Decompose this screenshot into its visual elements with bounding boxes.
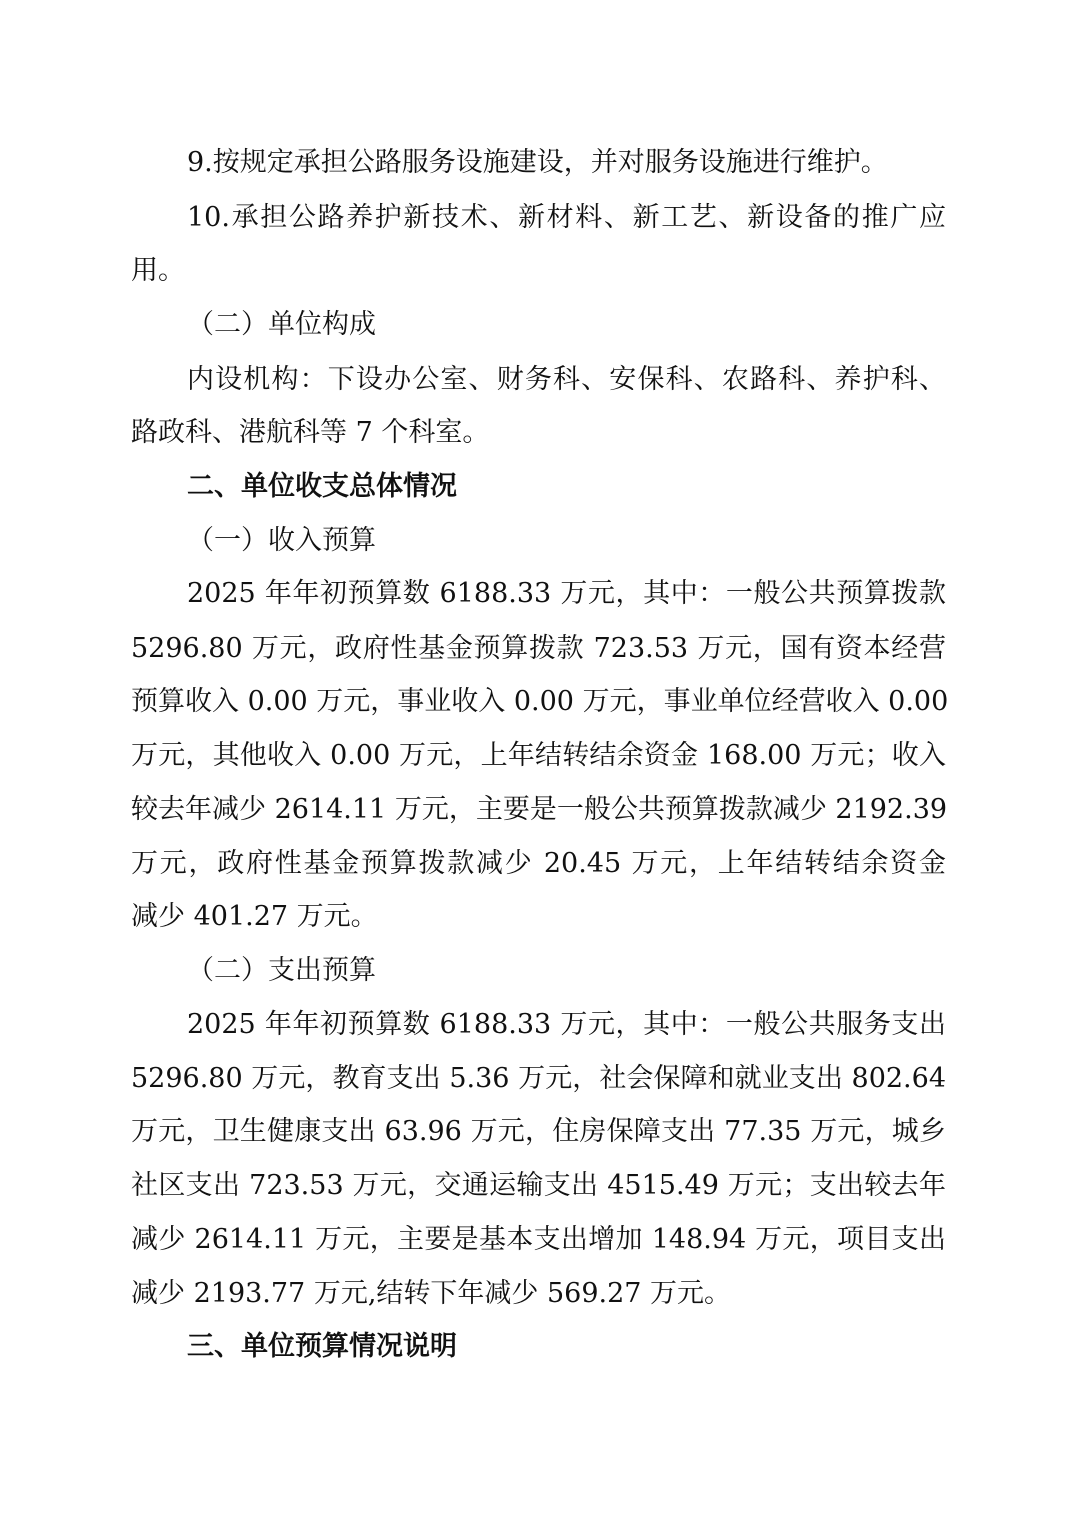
subheading-income-budget: （一）收入预算 [187, 525, 376, 556]
paragraph-income-line-4: 万元，其他收入 0.00 万元，上年结转结余资金 168.00 万元；收入 [131, 740, 946, 771]
paragraph-expenditure-line-3: 万元，卫生健康支出 63.96 万元，住房保障支出 77.35 万元，城乡 [131, 1116, 946, 1147]
section-heading-3: 三、单位预算情况说明 [187, 1331, 457, 1362]
paragraph-expenditure-line-4: 社区支出 723.53 万元，交通运输支出 4515.49 万元；支出较去年 [131, 1170, 946, 1201]
paragraph-income-line-3: 预算收入 0.00 万元，事业收入 0.00 万元，事业单位经营收入 0.00 [131, 686, 949, 717]
paragraph-income-line-5: 较去年减少 2614.11 万元，主要是一般公共预算拨款减少 2192.39 [131, 794, 948, 825]
paragraph-income-line-2: 5296.80 万元，政府性基金预算拨款 723.53 万元，国有资本经营 [131, 633, 946, 664]
paragraph-internal-structure: 内设机构：下设办公室、财务科、安保科、农路科、养护科、 [187, 364, 946, 395]
paragraph-expenditure-line-6: 减少 2193.77 万元,结转下年减少 569.27 万元。 [131, 1278, 732, 1309]
item-10-text-cont: 用。 [131, 255, 185, 286]
paragraph-expenditure: 2025 年年初预算数 6188.33 万元，其中：一般公共服务支出 [187, 1009, 946, 1040]
paragraph-income-line-7: 减少 401.27 万元。 [131, 901, 378, 932]
section-heading-2: 二、单位收支总体情况 [187, 471, 457, 502]
item-9-text: 9.按规定承担公路服务设施建设，并对服务设施进行维护。 [187, 147, 888, 178]
paragraph-expenditure-line-2: 5296.80 万元，教育支出 5.36 万元，社会保障和就业支出 802.64 [131, 1063, 946, 1094]
paragraph-income: 2025 年年初预算数 6188.33 万元，其中：一般公共预算拨款 [187, 578, 946, 609]
subheading-expenditure-budget: （二）支出预算 [187, 955, 376, 986]
subheading-unit-composition: （二）单位构成 [187, 309, 376, 340]
item-10-text: 10.承担公路养护新技术、新材料、新工艺、新设备的推广应 [187, 202, 946, 233]
paragraph-internal-structure-cont: 路政科、港航科等 7 个科室。 [131, 417, 490, 448]
paragraph-income-line-6: 万元，政府性基金预算拨款减少 20.45 万元，上年结转结余资金 [131, 848, 946, 879]
paragraph-expenditure-line-5: 减少 2614.11 万元，主要是基本支出增加 148.94 万元，项目支出 [131, 1224, 946, 1255]
